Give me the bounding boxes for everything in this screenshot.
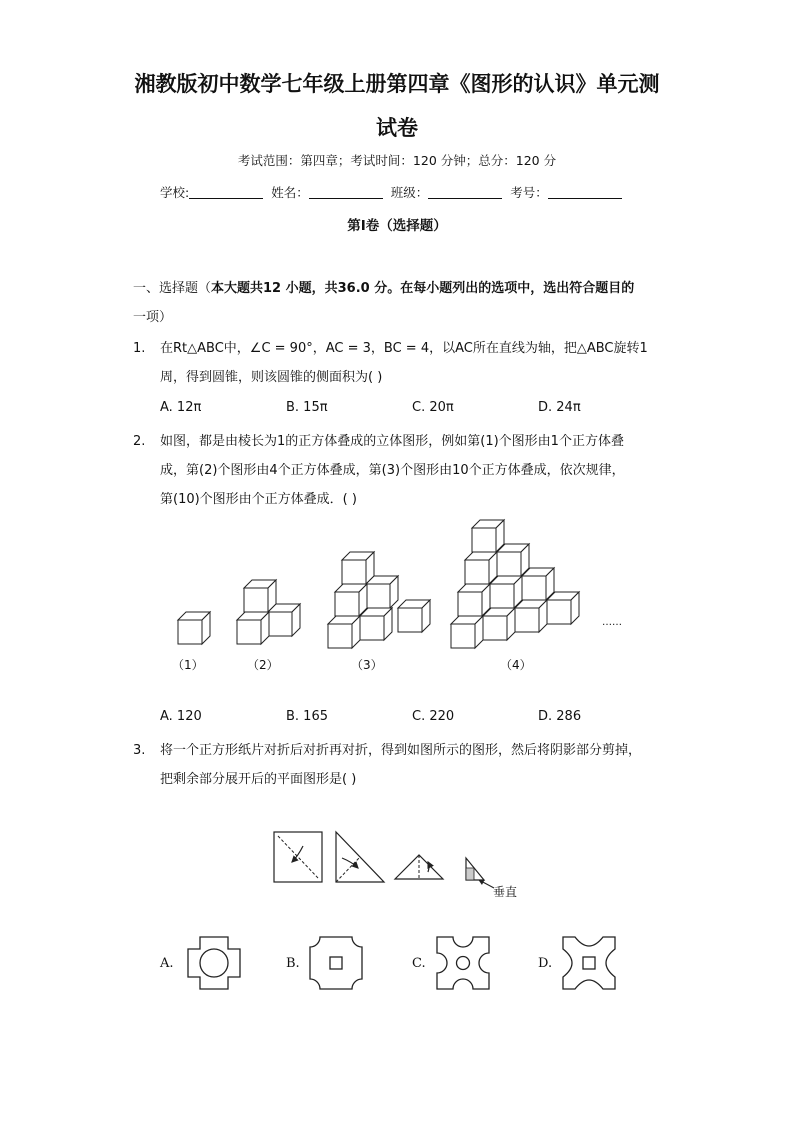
option-c[interactable]: C. 20π bbox=[412, 400, 454, 415]
cube bbox=[342, 552, 374, 584]
figure-label-4: （4） bbox=[500, 658, 532, 672]
option-b-shape[interactable] bbox=[308, 935, 364, 991]
name-blank[interactable] bbox=[309, 186, 383, 199]
cube bbox=[458, 584, 490, 616]
option-b[interactable]: B. 165 bbox=[286, 709, 328, 724]
figure-label-1: （1） bbox=[172, 658, 204, 672]
question-text-line: 周，得到圆锥，则该圆锥的侧面积为( ) bbox=[160, 370, 383, 385]
square-paper bbox=[274, 832, 322, 882]
option-d[interactable]: D. 286 bbox=[538, 709, 582, 724]
cube bbox=[451, 616, 483, 648]
cube bbox=[335, 584, 367, 616]
option-c[interactable]: C. bbox=[412, 956, 426, 971]
shaded-cut-area bbox=[466, 868, 474, 880]
school-label: 学校: bbox=[160, 185, 190, 200]
section-heading-prefix: 一、选择题（ bbox=[133, 281, 212, 296]
volume-title: 第I卷（选择题） bbox=[347, 218, 447, 234]
option-a[interactable]: A. 12π bbox=[160, 400, 202, 415]
class-label: 班级： bbox=[390, 185, 429, 200]
number-blank[interactable] bbox=[548, 186, 622, 199]
figure-ellipsis: …… bbox=[602, 617, 622, 628]
option-a[interactable]: A. 120 bbox=[160, 709, 202, 724]
cube bbox=[483, 608, 515, 640]
school-blank[interactable] bbox=[189, 186, 263, 199]
question-2 bbox=[133, 427, 668, 514]
cube bbox=[497, 544, 529, 576]
question-number: 1. bbox=[133, 341, 146, 356]
cube bbox=[237, 612, 269, 644]
question-1 bbox=[133, 334, 668, 392]
cube bbox=[547, 592, 579, 624]
cube-stack-figure bbox=[170, 515, 630, 665]
paper-folding-figure bbox=[270, 828, 530, 908]
question-text-line: 第(10)个图形由个正方体叠成．( ) bbox=[160, 492, 357, 507]
exam-title-line2: 试卷 bbox=[376, 115, 418, 140]
section-heading-line2: 一项） bbox=[133, 310, 173, 325]
option-d-shape[interactable] bbox=[561, 935, 617, 991]
question-3 bbox=[133, 736, 668, 794]
option-d[interactable]: D. bbox=[538, 956, 553, 971]
cube bbox=[244, 580, 276, 612]
figure-label-2: （2） bbox=[247, 658, 279, 672]
class-blank[interactable] bbox=[428, 186, 502, 199]
section-heading bbox=[133, 274, 668, 332]
cube bbox=[366, 576, 398, 608]
cube bbox=[328, 616, 360, 648]
option-c-shape[interactable] bbox=[435, 935, 491, 991]
cube bbox=[360, 608, 392, 640]
number-label: 考号： bbox=[510, 185, 548, 200]
cube bbox=[178, 612, 210, 644]
question-number: 3. bbox=[133, 743, 146, 758]
question-number: 2. bbox=[133, 434, 146, 449]
question-text-line: 在Rt△ABC中，∠C = 90°，AC = 3，BC = 4，以AC所在直线为轴，把△ABC旋转1 bbox=[160, 341, 648, 356]
figure-label-3: （3） bbox=[351, 658, 383, 672]
cube bbox=[522, 568, 554, 600]
section-heading-bold: 本大题共12 小题，共36.0 分。在每小题列出的选项中，选出符合题目的 bbox=[211, 281, 635, 296]
cube bbox=[472, 520, 504, 552]
cube bbox=[515, 600, 547, 632]
perpendicular-label: 垂直 bbox=[493, 885, 518, 899]
question-text-line: 将一个正方形纸片对折后对折再对折，得到如图所示的图形，然后将阴影部分剪掉， bbox=[160, 743, 642, 758]
cube bbox=[490, 576, 522, 608]
name-label: 姓名： bbox=[271, 185, 309, 200]
question-text-line: 把剩余部分展开后的平面图形是( ) bbox=[160, 772, 357, 787]
exam-title-line1: 湘教版初中数学七年级上册第四章《图形的认识》单元测 bbox=[134, 71, 660, 96]
question-text-line: 如图，都是由棱长为1的正方体叠成的立体图形，例如第(1)个图形由1个正方体叠 bbox=[160, 434, 624, 449]
cube bbox=[398, 600, 430, 632]
option-b[interactable]: B. 15π bbox=[286, 400, 328, 415]
option-a-shape[interactable] bbox=[186, 935, 242, 991]
option-d[interactable]: D. 24π bbox=[538, 400, 581, 415]
option-c[interactable]: C. 220 bbox=[412, 709, 455, 724]
question-text-line: 成，第(2)个图形由4个正方体叠成，第(3)个图形由10个正方体叠成，依次规律， bbox=[160, 463, 625, 478]
exam-info: 考试范围：第四章；考试时间：120 分钟；总分：120 分 bbox=[237, 153, 557, 168]
student-fields bbox=[160, 183, 626, 201]
option-b[interactable]: B. bbox=[286, 956, 300, 971]
cube bbox=[465, 552, 497, 584]
option-a[interactable]: A. bbox=[160, 956, 174, 971]
cube bbox=[268, 604, 300, 636]
